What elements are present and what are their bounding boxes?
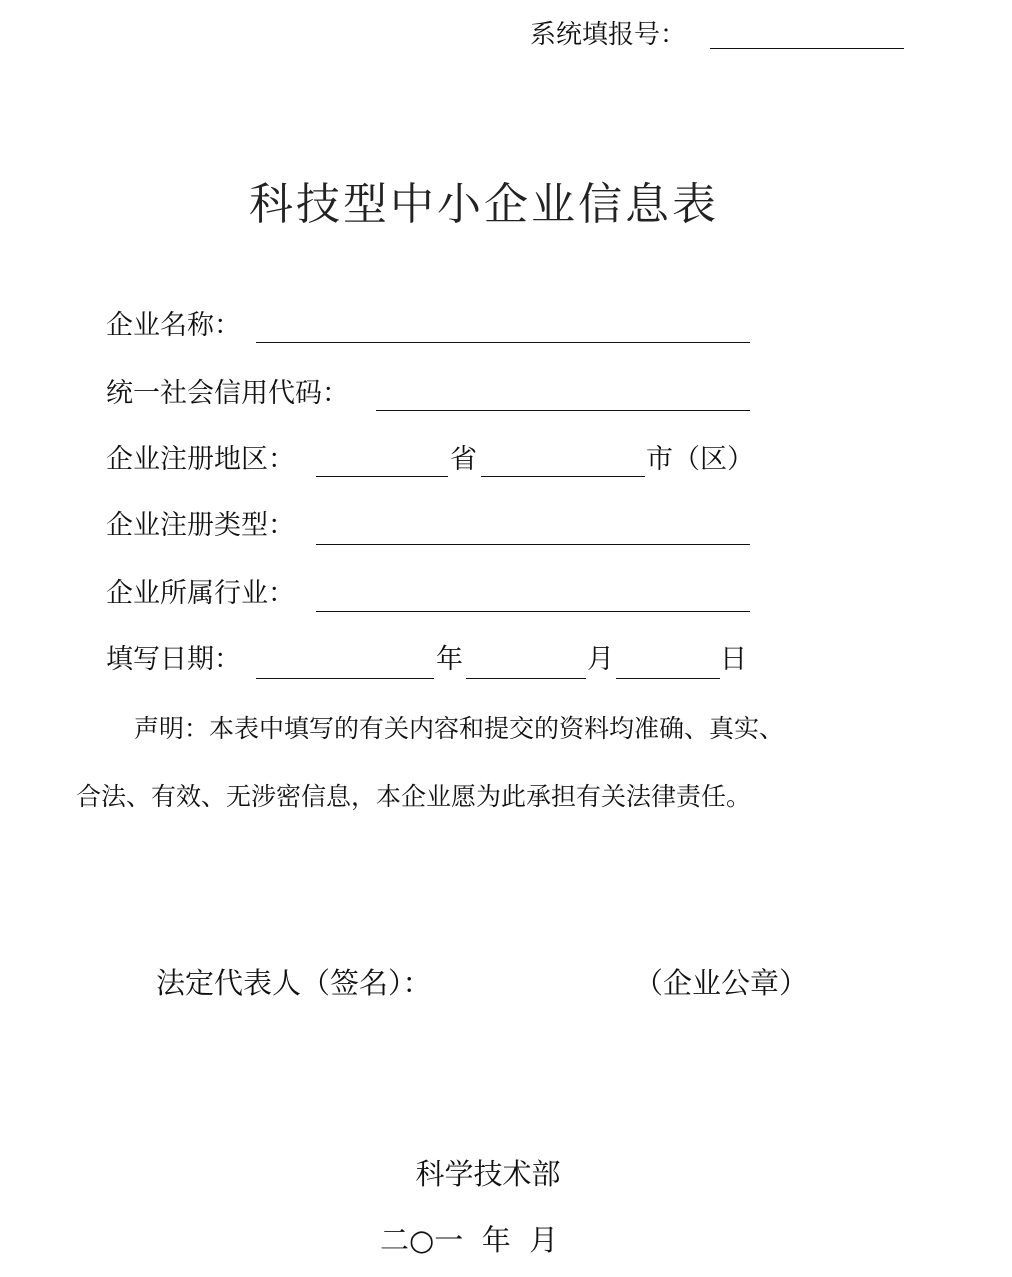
page-title: 科技型中小企业信息表 — [249, 179, 719, 230]
company-name-label: 企业名称： — [106, 310, 241, 341]
month-unit: 月 — [587, 644, 614, 675]
company-seal-label: （企业公章） — [634, 966, 809, 1000]
province-field[interactable] — [316, 476, 448, 477]
issuer: 科学技术部 — [415, 1157, 561, 1191]
day-field[interactable] — [616, 678, 720, 679]
legal-rep-signature-label: 法定代表人（签名）： — [156, 966, 432, 1000]
city-field[interactable] — [481, 476, 645, 477]
credit-code-field[interactable] — [376, 410, 750, 411]
credit-code-label: 统一社会信用代码： — [106, 378, 349, 409]
system-number-label: 系统填报号： — [530, 20, 687, 50]
company-name-field[interactable] — [256, 342, 750, 343]
year-unit: 年 — [436, 644, 463, 675]
date-label: 填写日期： — [106, 644, 241, 675]
region-label: 企业注册地区： — [106, 444, 295, 475]
year-field[interactable] — [256, 678, 434, 679]
province-unit: 省 — [450, 444, 477, 475]
declaration-line-1: 声明：本表中填写的有关内容和提交的资料均准确、真实、 — [134, 714, 785, 743]
month-field[interactable] — [466, 678, 586, 679]
footer-date: 二○一 年 月 — [380, 1223, 559, 1257]
day-unit: 日 — [720, 644, 747, 675]
industry-label: 企业所属行业： — [106, 578, 295, 609]
city-unit: 市（区） — [646, 444, 754, 475]
declaration-line-2: 合法、有效、无涉密信息，本企业愿为此承担有关法律责任。 — [76, 782, 752, 811]
reg-type-field[interactable] — [316, 544, 750, 545]
system-number-field[interactable] — [710, 48, 904, 49]
reg-type-label: 企业注册类型： — [106, 510, 295, 541]
industry-field[interactable] — [316, 611, 750, 612]
